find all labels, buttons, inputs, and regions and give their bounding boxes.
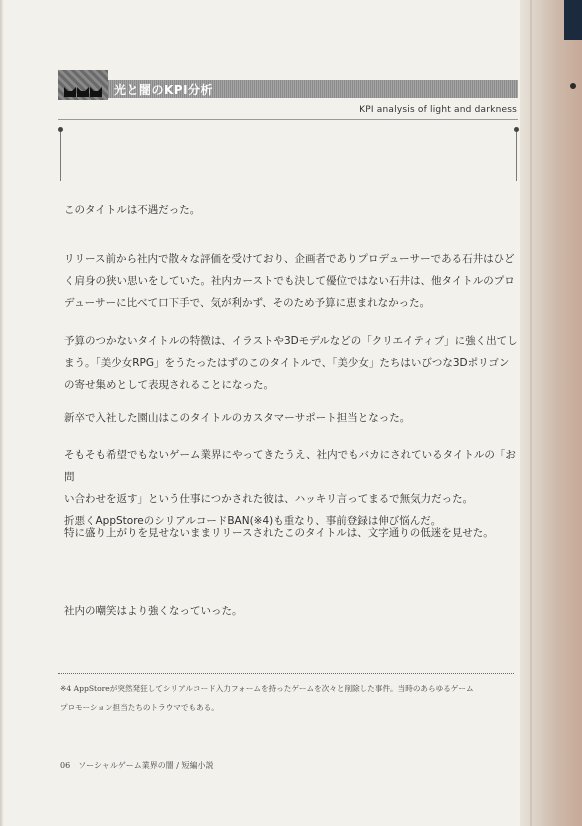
section-title: 光と闇のKPI分析 bbox=[114, 83, 214, 97]
text-line: い合わせを返す」という仕事につかされた彼は、ハッキリ言ってまるで無気力だった。 bbox=[64, 493, 474, 505]
page-footer: 06 ソーシャルゲーム業界の闇 / 短編小説 bbox=[60, 761, 214, 770]
text-line: デューサーに比べて口下手で、気が利かず、そのため予算に恵まれなかった。 bbox=[64, 297, 431, 309]
paragraph bbox=[64, 522, 519, 544]
bracket-dot-right bbox=[514, 127, 519, 132]
margin-dot bbox=[570, 83, 576, 89]
decorative-bracket bbox=[60, 131, 517, 181]
cat-ears-icon bbox=[90, 87, 102, 97]
section-subtitle: KPI analysis of light and darkness bbox=[359, 105, 517, 115]
section-header bbox=[58, 70, 518, 100]
paragraph bbox=[64, 248, 519, 314]
text-line: く肩身の狭い思いをしていた。社内カーストでも決して優位ではない石井は、他タイトルのプロ bbox=[64, 275, 515, 287]
text-line: 予算のつかないタイトルの特徴は、イラストや3Dモデルなどの「クリエイティブ」に強く出てし bbox=[64, 335, 518, 347]
footnote-line: プロモーション担当たちのトラウマでもある。 bbox=[60, 703, 219, 712]
text-line: 社内の嘲笑はより強くなっていった。 bbox=[64, 605, 243, 617]
paragraph bbox=[64, 330, 519, 396]
text-line: まう。「美少女RPG」をうたったはずのこのタイトルで、「美少女」たちはいびつな3Dポリゴン bbox=[64, 357, 510, 369]
paragraph bbox=[64, 444, 519, 532]
text-line: そもそも希望でもないゲーム業界にやってきたうえ、社内でもバカにされているタイトルの「お問 bbox=[64, 449, 516, 483]
text-line: 特に盛り上がりを見せないままリリースされたこのタイトルは、文字通りの低迷を見せた。 bbox=[64, 527, 494, 539]
text-line: このタイトルは不遇だった。 bbox=[64, 204, 201, 216]
facing-page-corner bbox=[564, 0, 582, 40]
cat-ears-icon bbox=[64, 87, 76, 97]
facing-page-edge bbox=[520, 0, 582, 826]
header-rule bbox=[58, 119, 518, 120]
text-line: 新卒で入社した園山はこのタイトルのカスタマーサポート担当となった。 bbox=[64, 412, 411, 424]
footnote-divider bbox=[58, 673, 514, 674]
text-line: の寄せ集めとして表現されることになった。 bbox=[64, 379, 274, 391]
footnote-line: ※4 AppStoreが突然発狂してシリアルコード入力フォームを持ったゲームを次々と削除した事件。当時のあらゆるゲーム bbox=[60, 684, 474, 693]
paragraph bbox=[64, 600, 519, 622]
paragraph bbox=[64, 407, 519, 429]
page-shadow-left bbox=[0, 0, 4, 826]
cat-ears-icon bbox=[77, 87, 89, 97]
paragraph bbox=[64, 199, 519, 221]
footnote bbox=[60, 679, 516, 717]
bracket-dot-left bbox=[58, 127, 63, 132]
text-line: リリース前から社内で散々な評価を受けており、企画者でありプロデューサーである石井はひど bbox=[64, 253, 515, 265]
text-line: 折悪くAppStoreのシリアルコードBAN(※4)も重なり、事前登録は伸び悩んだ。 bbox=[64, 515, 442, 527]
